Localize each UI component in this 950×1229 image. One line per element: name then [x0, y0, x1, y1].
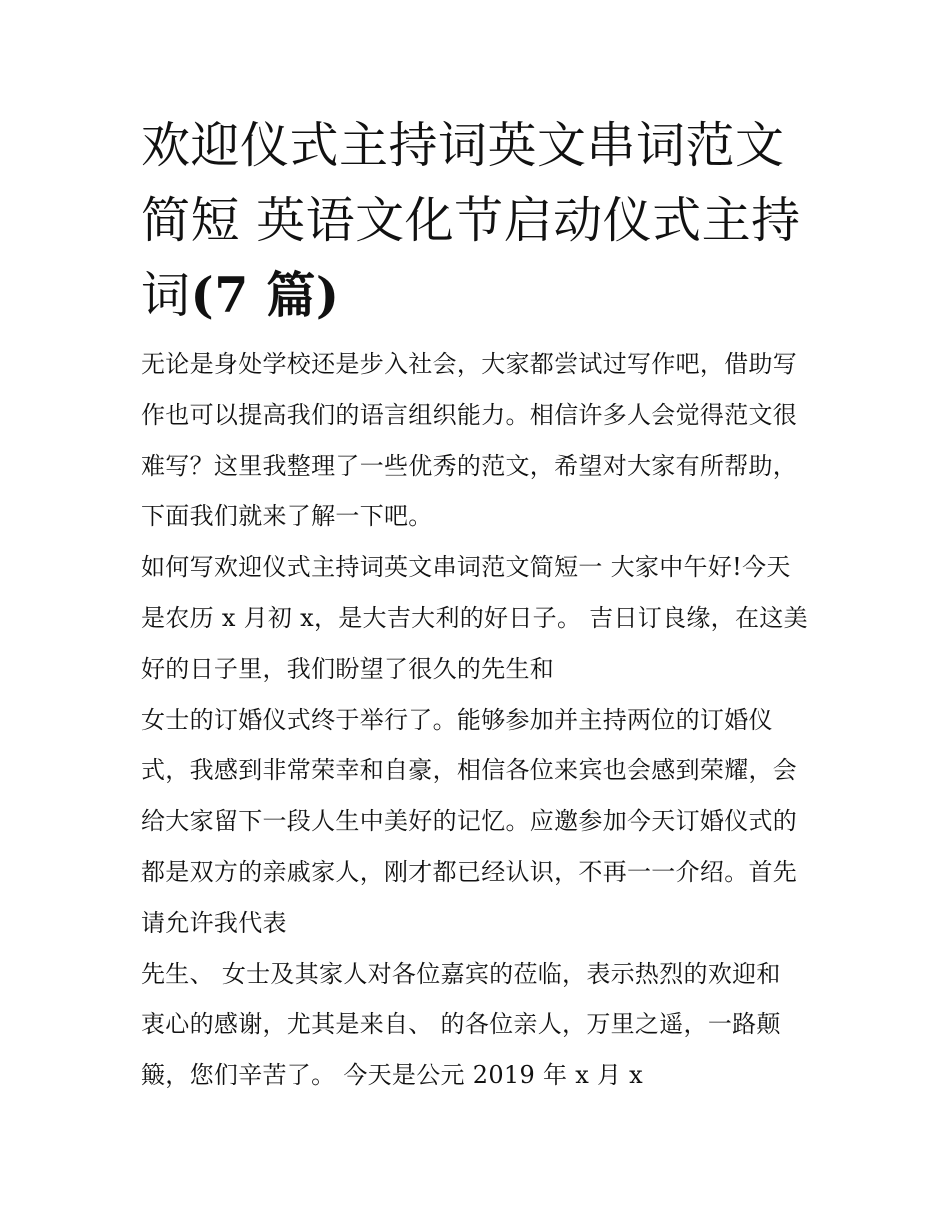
- body-paragraph: [141, 542, 813, 694]
- text-line: 难写？这里我整理了一些优秀的范文，希望对大家有所帮助，: [141, 451, 798, 480]
- body-paragraph: [141, 949, 813, 1101]
- text-line: 簸，您们辛苦了。 今天是公元 2019 年 x 月 x: [141, 1061, 644, 1090]
- title-line: 欢迎仪式主持词英文串词范文: [141, 117, 785, 174]
- text-line: 女士的订婚仪式终于举行了。能够参加并主持两位的订婚仪: [141, 705, 773, 734]
- text-line: 下面我们就来了解一下吧。: [141, 502, 433, 531]
- text-line: 是农历 x 月初 x，是大吉大利的好日子。 吉日订良缘，在这美: [141, 603, 808, 632]
- document-title: [141, 108, 813, 333]
- text-line: 请允许我代表: [141, 908, 287, 937]
- text-line: 给大家留下一段人生中美好的记忆。应邀参加今天订婚仪式的: [141, 807, 798, 836]
- text-line: 都是双方的亲戚家人，刚才都已经认识，不再一一介绍。首先: [141, 857, 798, 886]
- title-count: (7 篇): [190, 266, 340, 324]
- title-line-text: 词: [141, 267, 191, 324]
- title-line: 简短 英语文化节启动仪式主持: [141, 192, 801, 249]
- text-line: 如何写欢迎仪式主持词英文串词范文简短一 大家中午好!今天: [141, 553, 791, 582]
- text-line: 先生、 女士及其家人对各位嘉宾的莅临，表示热烈的欢迎和: [141, 959, 781, 988]
- text-line: 式，我感到非常荣幸和自豪，相信各位来宾也会感到荣耀，会: [141, 756, 798, 785]
- text-line: 作也可以提高我们的语言组织能力。相信许多人会觉得范文很: [141, 400, 798, 429]
- text-line: 好的日子里，我们盼望了很久的先生和: [141, 654, 555, 683]
- title-line: [141, 258, 813, 333]
- text-line: 无论是身处学校还是步入社会，大家都尝试过写作吧，借助写: [141, 350, 798, 378]
- document-page: [141, 108, 813, 1101]
- body-paragraph: [141, 695, 813, 949]
- intro-paragraph: [141, 339, 813, 542]
- text-line: 衷心的感谢，尤其是来自、 的各位亲人，万里之遥，一路颠: [141, 1010, 781, 1039]
